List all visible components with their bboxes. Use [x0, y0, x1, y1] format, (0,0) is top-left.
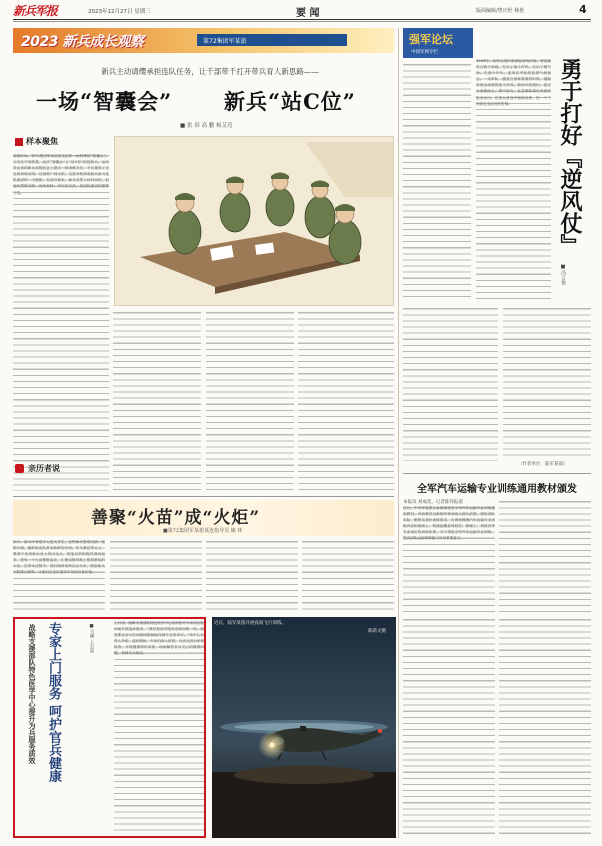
- photo-credit: 陈新文摄: [368, 629, 386, 634]
- soldiers-meeting-illustration: [115, 137, 394, 306]
- feature-byline: ■ 张 田 高 鹏 杨艾亮: [180, 123, 233, 129]
- tag-label: 样本聚焦: [26, 137, 58, 146]
- commentary-body-bottom-2: [503, 306, 591, 456]
- rollcall-body-col-3: [206, 539, 298, 611]
- commentary-column-name: 强军论坛: [409, 33, 453, 46]
- masthead-rule: [13, 19, 591, 20]
- rollcall-body-col-1: 如今，新兵中有很多人是大学生，这些新兵思维活跃、视野开阔，能够给连队带来新鲜的东西。作为基层带兵人，要善于发现新兵身上的闪光点，把他们的积极性调动起来，把每一个火苗聚集起来，汇聚成强军路上熊熊燃烧的火炬。在带兵过程中，我们始终坚持以兵为本，鼓励新兵大胆建言献策，让他们在连队建设中找到自身价值。: [13, 539, 105, 611]
- commentary-column-sub: 中国军网专栏: [411, 50, 438, 55]
- feature-tag: [13, 136, 73, 148]
- commentary-body-top: 1984年，某军区组织某部赴前线作战，曾连续攻占数个高地，打出了战斗作风、打出了精气神。在那个年代，逆风仗考验的是勇气和意志。一支军队，越是在困难重重的时候，越能体现出顽强的战斗作风。新时代的我们，更应当迎难而上、勇于担当，在急难险重任务面前挺身而出，在练兵备战中砥砺品格，把一个个困难变成前进的阶梯。: [476, 58, 551, 303]
- medical-body-col-1: 上月初，战略支援部队特色医学中心组织医疗专家前往驻训地开展巡诊服务。“我们把医疗服务送到训练一线，就是要让官兵在训练间隙就能得到专业的诊疗。”该中心负责人介绍。巡诊期间，专家们深入班排，为官兵进行体格检查，开展健康知识讲座，现场解答官兵关心的健康问题，受到官兵欢迎。: [114, 620, 204, 834]
- textbook-title: 全军汽车运输专业训练通用教材颁发: [417, 484, 577, 495]
- feature-banner: [13, 28, 394, 53]
- feature-headline-2: 新兵“站C位”: [224, 89, 356, 114]
- night-helicopter-photo: [212, 617, 396, 838]
- medical-title: 专家上门服务 呵护官兵健康: [46, 622, 61, 783]
- page-editors: 版面编辑/曾庆伦 杨艳: [476, 8, 525, 14]
- banner-sub: 第72集团军某旅: [203, 38, 247, 45]
- feature-headline-1: 一场“智囊会”: [36, 89, 173, 114]
- commentary-column-header: [403, 28, 473, 58]
- rollcall-sub: ■第72集团军某旅某连指导员 储 林: [163, 528, 243, 534]
- feature-body-col-3: [206, 310, 294, 491]
- textbook-body-col-3: [403, 617, 495, 838]
- feature-body-col-1: 前段时间，第72集团军某旅某连组织一场特殊的“智囊会”。与以往不同的是，此次“智囊会”上“站C位”的是新兵。运动员出身的新兵刘翔在会上提出一套训练方法，不仅提高了全连的训练成绩，还被推广到全旅。这是该旅探索新兵参与连队建设的一个缩影。在他们看来，新兵虽然入伍时间短，但他们思维活跃、视角独特、学历层次高，是连队建设的重要力量。: [13, 153, 109, 491]
- textbook-byline: 本报讯 刘成奕、记者陈伟报道: [403, 500, 463, 505]
- rollcall-icon: [15, 464, 24, 473]
- feature-kicker: 新兵主动请缨承担连队任务，让千部带千打开带兵育人新思路——: [101, 67, 319, 76]
- paper-logo: 新兵军报: [13, 4, 58, 18]
- textbook-body-col-1: 近日，中央军委联合参谋部颁发全军汽车运输专业训练通用教材。该套教材以新版军事训练大纲为依据，紧贴部队实际，聚焦实战化训练需求，在系统梳理汽车运输专业训练内容的基础上，构建起覆盖驾驶员、修理工、调度员等专业岗位的训练体系，对于规范全军汽车运输专业训练、提高部队运输保障能力具有重要意义。: [403, 505, 495, 613]
- banner-title: 2023 新兵成长观察: [21, 34, 144, 50]
- rollcall-body-col-2: [110, 539, 202, 611]
- feature-body-col-4: [298, 310, 394, 491]
- helicopter-photo: [212, 617, 396, 838]
- section-title: 要 闻: [296, 8, 320, 19]
- commentary-body-left: [403, 62, 471, 302]
- section-divider-2: [403, 473, 591, 474]
- commentary-body-bottom-1: [403, 306, 498, 461]
- commentary-title: 勇于打好『逆风仗』: [557, 58, 583, 256]
- photo-caption: 近日，陆军某旅开展夜间飞行训练。: [214, 621, 286, 626]
- issue-date: 2023年12月27日 星期三: [88, 9, 151, 15]
- column-divider: [398, 28, 399, 838]
- masthead-rule-thin: [13, 21, 591, 22]
- rollcall-header: [13, 500, 394, 536]
- feature-illustration: [114, 136, 394, 306]
- page-number: 4: [579, 3, 587, 16]
- commentary-author-sign: （作者单位：陆军某部）: [518, 462, 568, 467]
- rollcall-body-col-4: [302, 539, 394, 611]
- masthead: [13, 4, 591, 18]
- commentary-author: ■冯言悦: [560, 264, 566, 285]
- medical-byline: ■马刚 上官雨: [89, 624, 94, 653]
- rollcall-tag: [13, 462, 83, 476]
- textbook-body-col-2: [499, 499, 591, 613]
- medical-subtitle: 战略支援部队特色医学中心提升为兵服务质效: [28, 624, 37, 764]
- rollcall-tag-label: 亲历者说: [28, 464, 60, 473]
- feature-body-col-2: [113, 310, 201, 491]
- banner-sub-box: [197, 34, 347, 46]
- rollcall-title: 善聚“火苗”成“火炬”: [91, 508, 261, 528]
- section-divider-1: [13, 496, 394, 497]
- tag-bullet-icon: [15, 138, 23, 146]
- textbook-body-col-4: [499, 617, 591, 838]
